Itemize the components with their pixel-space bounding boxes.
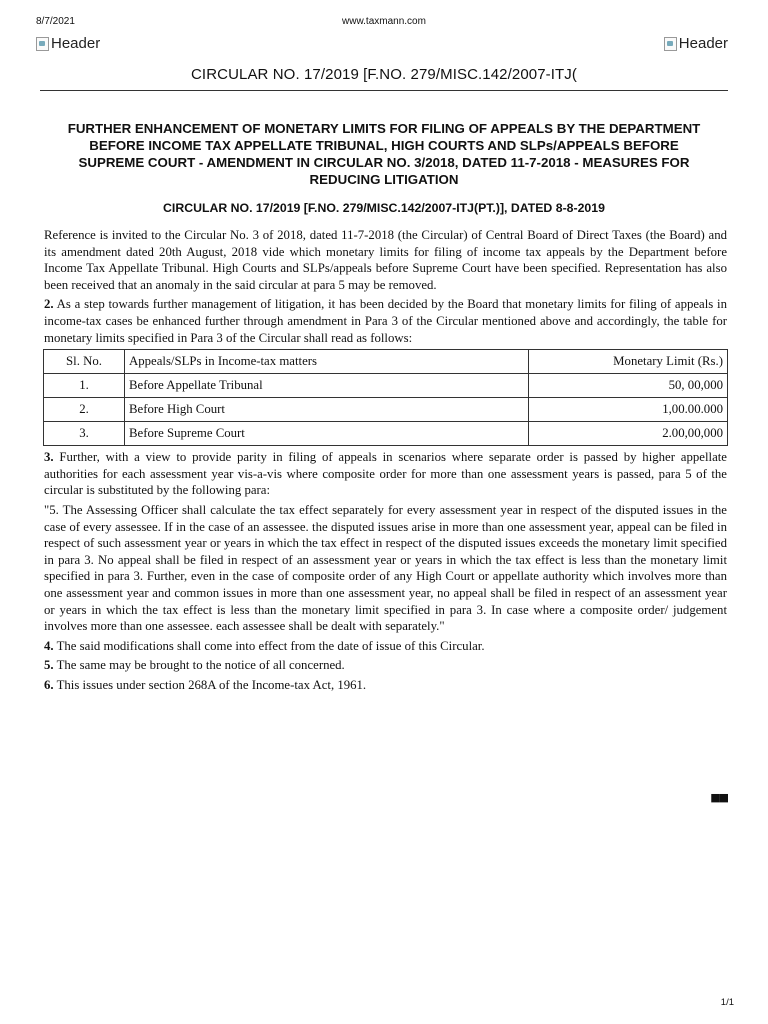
paragraph-5	[44, 657, 727, 674]
page-number: 1/1	[720, 997, 734, 1008]
table-row	[44, 398, 728, 422]
title-divider	[40, 90, 728, 91]
print-url: www.taxmann.com	[342, 16, 426, 27]
paragraph-text: The same may be brought to the notice of all concerned.	[53, 658, 345, 673]
header-image-alt: Header	[678, 35, 728, 52]
paragraph-4	[44, 638, 727, 655]
header-image-alt: Header	[51, 35, 101, 52]
quoted-para-5: "5. The Assessing Officer shall calculate the tax effect separately for every assessment year in respect of the disputed issues in the case of every assessee. If in the case of an assessee. the disputed issues arise in more than one assessment year, appeal can be filed in respect of such assessment year or years in which the tax effect in respect of the disputed issues exceeds the monetary limit specified in para 3. No appeal shall be filed in respect of an assessment year or years in which the tax effect is less than the monetary limit specified in para 3. Further, even in the case of composite order of any High Court or appellate authority which involves more than one assessment year and common issues in more than one assessment year, no appeal shall be filed in respect of an assessment year or years in which the tax effect is less than the monetary limit specified in para 3. In case where a composite order/ judgement involves more than one assessee. each assessee shall be dealt with separately."	[44, 502, 727, 634]
paragraph-text: As a step towards further management of litigation, it has been decided by the Board that monetary limits for filing of appeals in income-tax cases be enhanced further through amendment in Para 3 of the Circular mentioned above and accordingly, the table for monetary limits specified in Para 3 of the Circular shall read as follows:	[44, 297, 727, 345]
paragraph-3	[44, 449, 727, 499]
broken-image-icon	[36, 37, 49, 51]
table-cell: 3.	[44, 422, 125, 446]
table-cell: Before Supreme Court	[125, 422, 529, 446]
table-row	[44, 422, 728, 446]
end-of-document-mark: ■■	[710, 791, 727, 804]
column-header: Appeals/SLPs in Income-tax matters	[125, 350, 529, 374]
table-cell: 50, 00,000	[529, 374, 728, 398]
circular-heading: FURTHER ENHANCEMENT OF MONETARY LIMITS FOR FILING OF APPEALS BY THE DEPARTMENT BEFORE INCOME TAX APPELLATE TRIBUNAL, HIGH COURTS AND SLPs/APPEALS BEFORE SUPREME COURT - AMENDMENT IN CIRCULAR NO. 3/2018, DATED 11-7-2018 - MEASURES FOR REDUCING LITIGATION	[67, 121, 701, 187]
paragraph-6	[44, 677, 727, 694]
paragraph-1: Reference is invited to the Circular No. 3 of 2018, dated 11-7-2018 (the Circular) of Central Board of Direct Taxes (the Board) and its amendment dated 20th August, 2018 vide which monetary limits for filing of income tax appeals by the Department before Income Tax Appellate Tribunal. High Courts and SLPs/appeals before Supreme Court have been specified. Representation has also been received that an anomaly in the said circular at para 5 may be removed.	[44, 228, 727, 292]
table-cell: Before Appellate Tribunal	[125, 374, 529, 398]
document-body	[44, 227, 727, 696]
paragraph-number: 5.	[44, 658, 54, 673]
paragraph-number: 2.	[44, 297, 54, 312]
header-image-left	[36, 35, 100, 52]
paragraph-number: 3.	[44, 450, 54, 465]
document-title: CIRCULAR NO. 17/2019 [F.NO. 279/MISC.142/2007-ITJ(	[191, 66, 577, 83]
table-cell: Before High Court	[125, 398, 529, 422]
header-image-right	[664, 35, 728, 52]
paragraph-text: Further, with a view to provide parity in filing of appeals in scenarios where separate order is passed by higher appellate authorities for each assessment year vis-a-vis where composite order for more than one assessment years is passed, para 5 of the circular is substituted by the following para:	[44, 450, 727, 498]
column-header: Monetary Limit (Rs.)	[529, 350, 728, 374]
table-header-row	[44, 350, 728, 374]
table-cell: 1,00.00.000	[529, 398, 728, 422]
broken-image-icon	[664, 37, 677, 51]
paragraph-text: This issues under section 268A of the Income-tax Act, 1961.	[53, 677, 367, 692]
column-header: Sl. No.	[44, 350, 125, 374]
table-cell: 1.	[44, 374, 125, 398]
table-row	[44, 374, 728, 398]
paragraph-text: The said modifications shall come into effect from the date of issue of this Circular.	[53, 638, 485, 653]
print-date: 8/7/2021	[36, 16, 75, 27]
table-cell: 2.00,00,000	[529, 422, 728, 446]
table-cell: 2.	[44, 398, 125, 422]
paragraph-number: 4.	[44, 638, 54, 653]
circular-subheading: CIRCULAR NO. 17/2019 [F.NO. 279/MISC.142/2007-ITJ(PT.)], DATED 8-8-2019	[163, 201, 605, 215]
monetary-limits-table	[43, 349, 728, 446]
paragraph-2	[44, 296, 727, 346]
paragraph-number: 6.	[44, 677, 54, 692]
